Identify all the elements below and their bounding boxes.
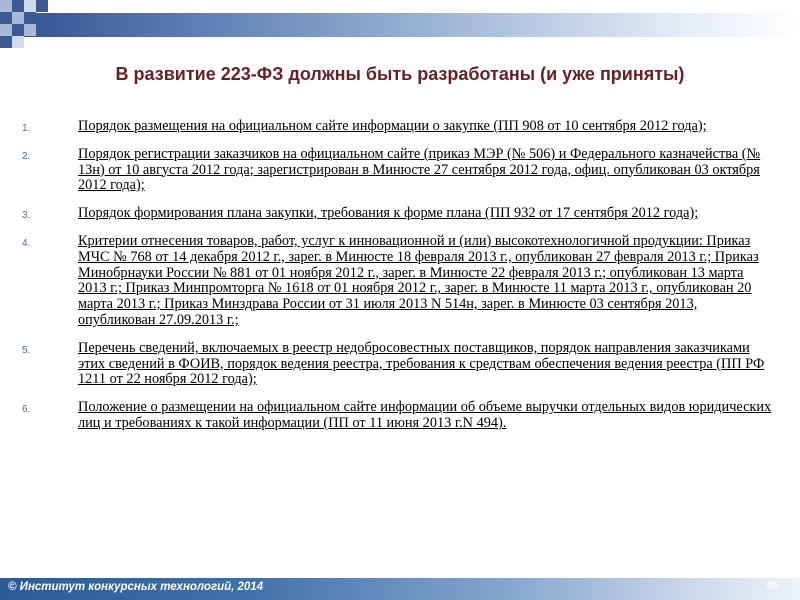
list-item-text: Критерии отнесения товаров, работ, услуг к инновационной и (или) высокотехнологичной продукции: Приказ МЧС № 768 от 14 декабря 2012 г., зарег. в Минюсте 18 февраля 2013 г., опубликован 27 февраля 2013 г.; Приказ Минобрнауки России № 881 от 01 ноября 2012 г., зарег. в Минюсте 22 февраля 2013 г.; опубликован 13 марта 2013 г.; Приказ Минпромторга № 1618 от 01 ноября 2012 г., зарег. в Минюсте 11 марта 2013 г., опубликован 20 марта 2013 г.; Приказ Минздрава России от 31 июля 2013 N 514н, зарег. в Минюсте 03 сентября 2013, опубликован 27.09.2013 г.; <box>78 232 759 328</box>
list-item-number: 3. <box>22 210 31 222</box>
page-number: 49 <box>765 580 778 592</box>
slide-title: В развитие 223-ФЗ должны быть разработаны (и уже приняты) <box>115 64 685 84</box>
list-item-number: 6. <box>22 404 31 416</box>
footer-bar <box>0 578 800 600</box>
list-item <box>22 400 774 432</box>
list-item-text: Положение о размещении на официальном сайте информации об объеме выручки отдельных видов юридических лиц и требованиях к такой информации (ПП от 11 июня 2013 г.N 494). <box>78 399 772 431</box>
regulations-list <box>22 119 774 444</box>
header-gradient-bar <box>0 13 800 37</box>
list-item-text: Порядок регистрации заказчиков на официальном сайте (приказ МЭР (№ 506) и Федерального казначейства (№ 13н) от 10 августа 2012 года; зарегистрирован в Минюсте 27 сентября 2012 года, офиц. опубликован 03 октября 2012 года); <box>78 145 761 194</box>
checker-logo-decoration <box>0 0 60 52</box>
list-item <box>22 119 774 135</box>
list-item-number: 5. <box>22 344 31 356</box>
list-item <box>22 234 774 329</box>
footer-copyright: © Институт конкурсных технологий, 2014 <box>8 581 264 593</box>
list-item-text: Перечень сведений, включаемых в реестр недобросовестных поставщиков, порядок направления заказчиками этих сведений в ФОИВ, порядок ведения реестра, требования к средствам обеспечения ведения реестра (ПП РФ 1211 от 22 ноября 2012 года); <box>78 339 765 388</box>
list-item-text: Порядок размещения на официальном сайте информации о закупке (ПП 908 от 10 сентября 2012 года); <box>78 118 707 134</box>
list-item-number: 1. <box>22 123 31 134</box>
list-item-text: Порядок формирования плана закупки, требования к форме плана (ПП 932 от 17 сентября 2012 года); <box>78 205 699 222</box>
list-item <box>22 341 774 388</box>
list-item <box>22 147 774 194</box>
list-item-number: 4. <box>22 237 31 249</box>
list-item-number: 2. <box>22 150 31 162</box>
list-item <box>22 206 774 222</box>
